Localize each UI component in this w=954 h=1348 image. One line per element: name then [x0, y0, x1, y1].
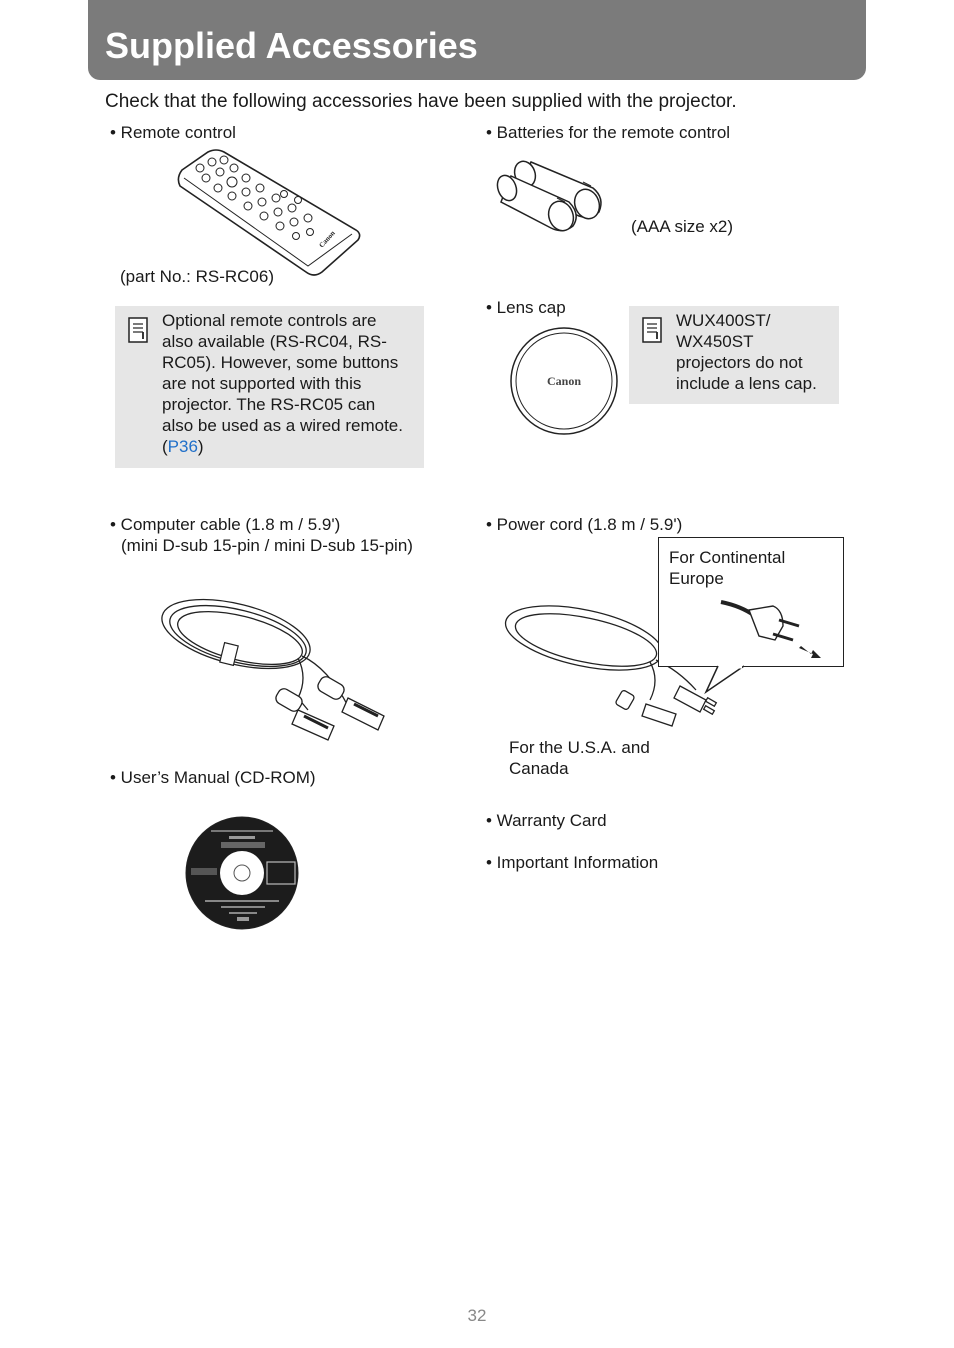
power-cord-label: • Power cord (1.8 m / 5.9'): [486, 515, 683, 534]
page-title: Supplied Accessories: [105, 25, 478, 66]
computer-cable-sub: (mini D-sub 15-pin / mini D-sub 15-pin): [121, 536, 413, 555]
europe-plug-callout: [658, 537, 844, 667]
remote-control-label: • Remote control: [110, 123, 236, 142]
remote-logo: Canon: [317, 229, 337, 250]
remote-note-text: [162, 310, 403, 457]
remote-note-line: also be used as a wired remote.: [162, 416, 403, 435]
remote-part-number: (part No.: RS-RC06): [120, 267, 274, 286]
remote-control-illustration: [176, 148, 362, 278]
usa-label-line: For the U.S.A. and: [509, 738, 650, 757]
intro-text: Check that the following accessories have been supplied with the projector.: [105, 91, 737, 112]
lens-note-line: WX450ST: [676, 332, 754, 351]
manual-label: • User’s Manual (CD-ROM): [110, 768, 316, 787]
page-link-p36[interactable]: P36: [167, 437, 198, 456]
callout-pointer: [704, 666, 748, 694]
lens-cap-illustration: [509, 326, 619, 436]
remote-note-line: Optional remote controls are: [162, 311, 377, 330]
europe-plug-illustration: [721, 596, 839, 666]
remote-note-line: also available (RS-RC04, RS-: [162, 332, 387, 351]
lens-note-text: [676, 310, 817, 394]
paren-close: ): [197, 437, 204, 456]
lens-note-line: projectors do not: [676, 353, 803, 372]
remote-note-line: RC05). However, some buttons: [162, 353, 399, 372]
paren-open: (: [162, 437, 168, 456]
europe-label-line: Europe: [669, 569, 724, 588]
europe-label-line: For Continental: [669, 548, 786, 567]
lens-cap-label: • Lens cap: [486, 298, 566, 317]
computer-cable-label: • Computer cable (1.8 m / 5.9'): [110, 515, 341, 534]
batteries-illustration: [503, 158, 609, 234]
lens-cap-logo: Canon: [546, 374, 582, 388]
note-icon: [642, 317, 662, 343]
computer-cable-illustration: [158, 598, 394, 744]
remote-note-box: [115, 306, 424, 468]
page-header: [88, 0, 866, 80]
remote-note-line: projector. The RS-RC05 can: [162, 395, 376, 414]
lens-note-box: [629, 306, 839, 404]
batteries-size: (AAA size x2): [631, 217, 734, 236]
page-number: 32: [467, 1306, 487, 1325]
lens-note-line: WUX400ST/: [676, 311, 771, 330]
important-information-label: • Important Information: [486, 853, 659, 872]
lens-note-line: include a lens cap.: [676, 374, 817, 393]
batteries-label: • Batteries for the remote control: [486, 123, 731, 142]
remote-note-line-last: [162, 436, 403, 457]
remote-note-line: are not supported with this: [162, 374, 362, 393]
usa-label-line: Canada: [509, 759, 569, 778]
note-icon: [128, 317, 148, 343]
warranty-card-label: • Warranty Card: [486, 811, 607, 830]
cd-rom-illustration: [185, 816, 299, 930]
